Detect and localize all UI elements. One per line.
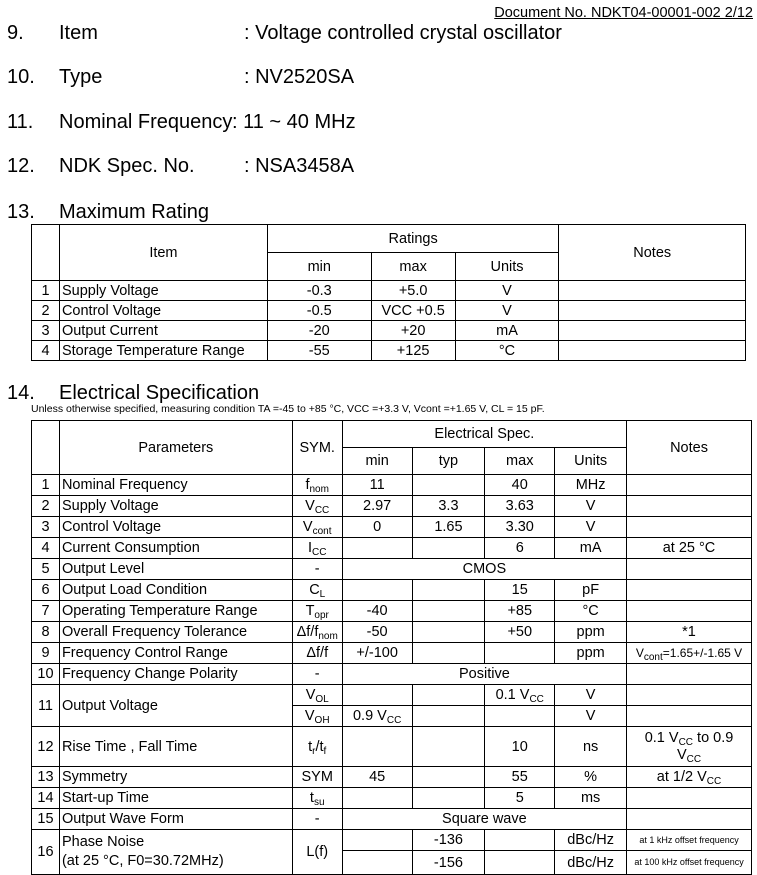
row-symbol: - (292, 664, 342, 685)
row-typ: 1.65 (412, 517, 485, 538)
row-typ (412, 788, 485, 809)
row-units: °C (455, 341, 559, 361)
nominal-frequency-value: : 11 ~ 40 MHz (232, 111, 356, 133)
row-notes (627, 559, 752, 580)
row-number: 2 (32, 301, 60, 321)
type-number: 10. (7, 66, 35, 88)
row-min: 45 (342, 767, 412, 788)
header-min: min (342, 448, 412, 475)
row-max: VCC +0.5 (371, 301, 455, 321)
row-min: +/-100 (342, 643, 412, 664)
symbol-sub: r (312, 745, 316, 757)
row-number: 7 (32, 601, 60, 622)
row-typ: 3.3 (412, 496, 485, 517)
value-sub: CC (529, 694, 544, 705)
table-row (32, 727, 752, 767)
table-row (32, 321, 746, 341)
header-notes: Notes (627, 421, 752, 475)
row-spec-span: Positive (342, 664, 626, 685)
header-sym: SYM. (292, 421, 342, 475)
row-symbol: Δf/f (292, 643, 342, 664)
header-max: max (485, 448, 555, 475)
row-symbol (292, 517, 342, 538)
row-typ (412, 643, 485, 664)
parameter-line-1: Phase Noise (61, 834, 145, 850)
parameter-line-2: (at 25 °C, F0=30.72MHz) (61, 853, 224, 869)
table-row (32, 538, 752, 559)
row-parameter: Nominal Frequency (59, 475, 292, 496)
row-number: 6 (32, 580, 60, 601)
row-item: Storage Temperature Range (59, 341, 267, 361)
row-parameter: Rise Time , Fall Time (59, 727, 292, 767)
row-units: ppm (555, 643, 627, 664)
row-notes (627, 601, 752, 622)
row-notes (627, 475, 752, 496)
symbol-sub: L (319, 589, 326, 600)
row-notes: *1 (627, 622, 752, 643)
row-typ (412, 685, 485, 706)
symbol-main: Δf/f (296, 624, 319, 640)
table-row (32, 475, 752, 496)
row-units: V (455, 301, 559, 321)
symbol-sub: f (323, 745, 327, 757)
value-main: 0.9 V (352, 708, 387, 724)
row-min: -55 (267, 341, 371, 361)
row-number: 8 (32, 622, 60, 643)
symbol-sub: CC (314, 505, 330, 516)
table-row (32, 281, 746, 301)
row-parameter: Operating Temperature Range (59, 601, 292, 622)
type-label: Type (59, 66, 103, 88)
header-units: Units (555, 448, 627, 475)
table-row (32, 580, 752, 601)
row-number: 14 (32, 788, 60, 809)
row-max: 55 (485, 767, 555, 788)
row-number: 1 (32, 281, 60, 301)
header-ratings: Ratings (267, 225, 559, 253)
row-min: 11 (342, 475, 412, 496)
row-notes: at 25 °C (627, 538, 752, 559)
symbol-sub: nom (318, 631, 338, 642)
row-symbol (292, 538, 342, 559)
row-notes (627, 643, 752, 664)
notes-main: V (676, 746, 687, 763)
row-symbol: SYM (292, 767, 342, 788)
row-number: 10 (32, 664, 60, 685)
row-units: V (555, 496, 627, 517)
row-symbol (292, 496, 342, 517)
row-number: 11 (32, 685, 60, 727)
value-main: 0.1 V (495, 687, 530, 703)
notes-main: 0.1 V (644, 729, 679, 746)
header-min: min (267, 253, 371, 281)
row-max: 40 (485, 475, 555, 496)
row-symbol (292, 580, 342, 601)
row-number: 16 (32, 830, 60, 875)
notes-main: at 1/2 V (656, 769, 707, 785)
row-max: +85 (485, 601, 555, 622)
row-item: Output Current (59, 321, 267, 341)
row-typ: -156 (412, 851, 485, 875)
header-parameters: Parameters (59, 421, 292, 475)
row-item: Control Voltage (59, 301, 267, 321)
row-notes (559, 301, 746, 321)
row-units: V (555, 685, 627, 706)
row-notes (627, 788, 752, 809)
table-row (32, 601, 752, 622)
symbol-main: t (309, 790, 314, 806)
row-typ (412, 538, 485, 559)
row-notes (627, 706, 752, 727)
table-row (32, 643, 752, 664)
max-rating-table (31, 224, 746, 361)
row-typ: -136 (412, 830, 485, 851)
row-typ (412, 706, 485, 727)
spec-no-number: 12. (7, 155, 35, 177)
row-units: V (555, 517, 627, 538)
row-symbol: - (292, 559, 342, 580)
row-typ (412, 475, 485, 496)
symbol-main: V (304, 708, 315, 724)
table-row (32, 830, 752, 851)
measuring-condition: Unless otherwise specified, measuring condition TA =-45 to +85 °C, VCC =+3.3 V, Vcont =+1.65 V, CL = 15 pF. (31, 403, 545, 415)
row-notes (559, 281, 746, 301)
max-rating-title: Maximum Rating (59, 201, 210, 223)
symbol-sep: /t (315, 738, 324, 755)
row-units: dBc/Hz (555, 830, 627, 851)
row-parameter: Output Voltage (59, 685, 292, 727)
symbol-sub: CC (312, 547, 327, 558)
spec-no-label: NDK Spec. No. (59, 155, 195, 177)
symbol-sub: cont (312, 526, 332, 537)
symbol-main: V (305, 498, 315, 514)
row-notes: at 1 kHz offset frequency (627, 830, 752, 851)
notes-sub: CC (706, 776, 722, 787)
row-units: MHz (555, 475, 627, 496)
row-number: 9 (32, 643, 60, 664)
table-row (32, 767, 752, 788)
symbol-sub: opr (314, 610, 329, 621)
table-row (32, 809, 752, 830)
symbol-sub: OL (315, 694, 329, 705)
electrical-spec-table (31, 420, 752, 875)
symbol-main: V (305, 687, 316, 703)
row-parameter: Frequency Control Range (59, 643, 292, 664)
row-notes (627, 685, 752, 706)
row-parameter: Control Voltage (59, 517, 292, 538)
header-electrical-spec: Electrical Spec. (342, 421, 626, 448)
header-typ: typ (412, 448, 485, 475)
symbol-main: V (302, 519, 313, 535)
row-number: 3 (32, 517, 60, 538)
item-number: 9. (7, 22, 24, 44)
row-typ (412, 767, 485, 788)
symbol-main: C (309, 582, 320, 598)
row-units: ppm (555, 622, 627, 643)
header-notes: Notes (559, 225, 746, 281)
row-max (485, 685, 555, 706)
row-symbol (292, 601, 342, 622)
row-max: 15 (485, 580, 555, 601)
symbol-main: f (305, 477, 310, 493)
row-max: 5 (485, 788, 555, 809)
row-units: ns (555, 727, 627, 767)
row-max: +5.0 (371, 281, 455, 301)
notes-main: V (635, 646, 644, 660)
row-spec-span: Square wave (342, 809, 626, 830)
row-notes (627, 767, 752, 788)
row-max (485, 830, 555, 851)
blank-header (32, 421, 60, 475)
row-notes: at 100 kHz offset frequency (627, 851, 752, 875)
row-units: pF (555, 580, 627, 601)
elec-spec-title: Electrical Specification (59, 382, 260, 404)
table-row (32, 622, 752, 643)
header-max: max (371, 253, 455, 281)
row-notes (627, 580, 752, 601)
row-parameter: Current Consumption (59, 538, 292, 559)
row-notes (627, 496, 752, 517)
blank-header (32, 225, 60, 281)
row-number: 15 (32, 809, 60, 830)
spec-no-value: : NSA3458A (244, 155, 355, 177)
row-number: 2 (32, 496, 60, 517)
symbol-sub: nom (309, 484, 329, 495)
row-parameter (59, 830, 292, 875)
row-number: 4 (32, 538, 60, 559)
row-max: 3.30 (485, 517, 555, 538)
table-row (32, 664, 752, 685)
nominal-frequency-label: Nominal Frequency (59, 111, 233, 133)
row-number: 4 (32, 341, 60, 361)
row-min: -0.5 (267, 301, 371, 321)
row-symbol (292, 727, 342, 767)
row-symbol (292, 788, 342, 809)
type-value: : NV2520SA (244, 66, 355, 88)
elec-spec-number: 14. (7, 382, 35, 404)
symbol-sub: OH (314, 715, 330, 726)
row-min (342, 538, 412, 559)
row-parameter: Output Load Condition (59, 580, 292, 601)
document-number: Document No. NDKT04-00001-002 2/12 (494, 5, 753, 21)
row-symbol: - (292, 809, 342, 830)
row-min (342, 727, 412, 767)
row-spec-span: CMOS (342, 559, 626, 580)
notes-sub: CC (686, 753, 702, 765)
row-symbol (292, 622, 342, 643)
table-row (32, 496, 752, 517)
row-max: 6 (485, 538, 555, 559)
row-max: +50 (485, 622, 555, 643)
row-max: +125 (371, 341, 455, 361)
row-units: mA (455, 321, 559, 341)
row-min: -50 (342, 622, 412, 643)
table-row (32, 301, 746, 321)
row-number: 1 (32, 475, 60, 496)
table-row (32, 341, 746, 361)
notes-rest: to 0.9 (693, 729, 734, 746)
row-notes (627, 809, 752, 830)
row-symbol: L(f) (292, 830, 342, 875)
table-row (32, 517, 752, 538)
row-symbol-vol (292, 685, 342, 706)
row-max: 3.63 (485, 496, 555, 517)
row-parameter: Output Wave Form (59, 809, 292, 830)
row-max: +20 (371, 321, 455, 341)
row-notes (627, 727, 752, 767)
row-typ (412, 727, 485, 767)
row-number: 12 (32, 727, 60, 767)
item-label: Item (59, 22, 98, 44)
symbol-main: I (307, 540, 312, 556)
row-min: -20 (267, 321, 371, 341)
row-units: ms (555, 788, 627, 809)
row-min (342, 685, 412, 706)
row-parameter: Output Level (59, 559, 292, 580)
row-symbol (292, 475, 342, 496)
row-min (342, 830, 412, 851)
row-number: 5 (32, 559, 60, 580)
symbol-main: T (305, 603, 315, 619)
symbol-sub: su (313, 797, 325, 808)
row-min: -0.3 (267, 281, 371, 301)
max-rating-number: 13. (7, 201, 35, 223)
row-max (485, 706, 555, 727)
row-min: -40 (342, 601, 412, 622)
row-max: 10 (485, 727, 555, 767)
row-parameter: Overall Frequency Tolerance (59, 622, 292, 643)
value-sub: CC (386, 715, 402, 726)
row-parameter: Supply Voltage (59, 496, 292, 517)
row-notes (627, 664, 752, 685)
table-row (32, 788, 752, 809)
row-units: dBc/Hz (555, 851, 627, 875)
table-row (32, 685, 752, 706)
row-min: 0 (342, 517, 412, 538)
row-typ (412, 601, 485, 622)
row-number: 3 (32, 321, 60, 341)
row-number: 13 (32, 767, 60, 788)
row-parameter: Frequency Change Polarity (59, 664, 292, 685)
row-notes (559, 321, 746, 341)
notes-sub: cont (643, 652, 663, 663)
row-units: V (455, 281, 559, 301)
row-min (342, 706, 412, 727)
row-units: V (555, 706, 627, 727)
row-symbol-voh (292, 706, 342, 727)
row-parameter: Start-up Time (59, 788, 292, 809)
row-min (342, 788, 412, 809)
row-typ (412, 580, 485, 601)
table-row (32, 559, 752, 580)
row-typ (412, 622, 485, 643)
row-notes (559, 341, 746, 361)
item-value: : Voltage controlled crystal oscillator (244, 22, 562, 44)
row-min (342, 851, 412, 875)
row-parameter: Symmetry (59, 767, 292, 788)
row-units: °C (555, 601, 627, 622)
row-min: 2.97 (342, 496, 412, 517)
row-max (485, 643, 555, 664)
nominal-frequency-number: 11. (7, 111, 34, 133)
symbol-main: t (308, 738, 313, 755)
row-notes (627, 517, 752, 538)
row-max (485, 851, 555, 875)
notes-sub: CC (678, 736, 694, 748)
row-units: % (555, 767, 627, 788)
header-units: Units (455, 253, 559, 281)
row-min (342, 580, 412, 601)
row-item: Supply Voltage (59, 281, 267, 301)
row-units: mA (555, 538, 627, 559)
notes-rest: =1.65+/-1.65 V (662, 646, 743, 660)
header-item: Item (59, 225, 267, 281)
